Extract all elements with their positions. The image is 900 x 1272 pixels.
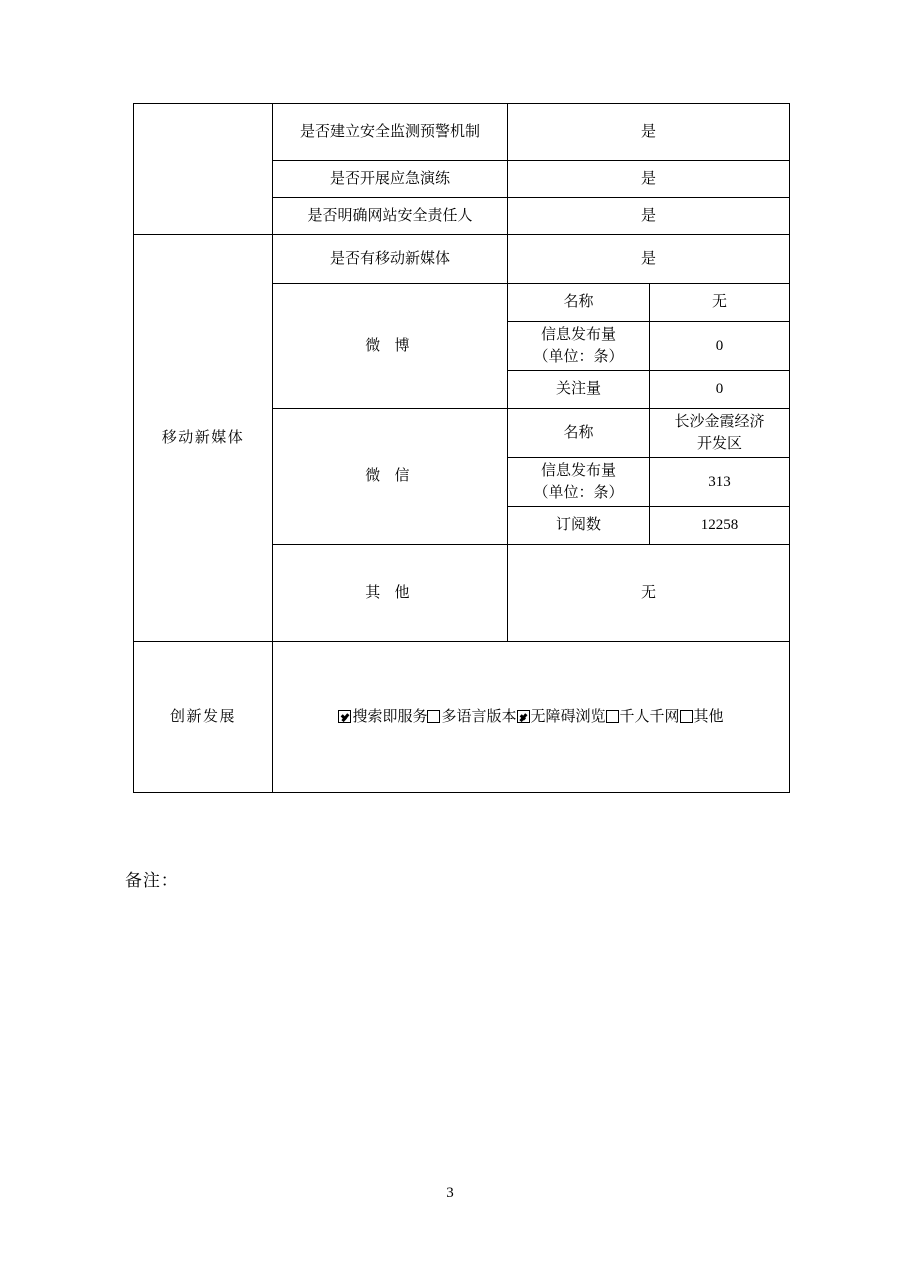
has-mobile-media-question: 是否有移动新媒体	[273, 235, 508, 284]
other-media-value: 无	[508, 545, 790, 642]
weibo-followers-field: 关注量	[508, 371, 650, 409]
security-question-2: 是否开展应急演练	[273, 161, 508, 198]
other-media-label: 其 他	[273, 545, 508, 642]
weixin-name-value-line2: 开发区	[697, 436, 743, 452]
security-section-blank-cell	[134, 104, 273, 235]
has-mobile-media-answer: 是	[508, 235, 790, 284]
weibo-label: 微 博	[273, 284, 508, 409]
innovation-option-3-label: 无障碍浏览	[530, 709, 606, 725]
checkbox-empty-icon[interactable]	[427, 710, 440, 723]
mobile-media-section-label: 移动新媒体	[134, 235, 273, 642]
innovation-option-2[interactable]	[427, 709, 516, 725]
weixin-name-value	[650, 409, 790, 458]
security-answer-1: 是	[508, 104, 790, 161]
table-row	[134, 104, 790, 161]
weixin-subscribers-value: 12258	[650, 507, 790, 545]
security-question-1: 是否建立安全监测预警机制	[273, 104, 508, 161]
innovation-option-4-label: 千人千网	[619, 709, 680, 725]
weibo-followers-value: 0	[650, 371, 790, 409]
innovation-option-5[interactable]	[680, 709, 724, 725]
weixin-publish-count-field	[508, 458, 650, 507]
innovation-option-2-label: 多语言版本	[441, 709, 517, 725]
checkbox-checked-icon[interactable]	[338, 710, 351, 723]
weibo-publish-count-field-line1: 信息发布量	[540, 326, 616, 343]
weibo-name-value: 无	[650, 284, 790, 322]
innovation-option-1[interactable]	[338, 709, 427, 725]
weixin-label: 微 信	[273, 409, 508, 545]
weibo-publish-count-value: 0	[650, 322, 790, 371]
weixin-name-value-line1: 长沙金霞经济	[674, 413, 765, 430]
table-row	[134, 642, 790, 793]
checkbox-checked-icon[interactable]	[517, 710, 530, 723]
security-answer-3: 是	[508, 198, 790, 235]
security-question-3: 是否明确网站安全责任人	[273, 198, 508, 235]
checkbox-empty-icon[interactable]	[680, 710, 693, 723]
page-number: 3	[446, 1185, 454, 1201]
weixin-name-field: 名称	[508, 409, 650, 458]
website-report-table	[133, 103, 790, 793]
remark-label: 备注：	[125, 871, 179, 890]
innovation-option-1-label: 搜索即服务	[352, 709, 428, 725]
innovation-options-cell	[273, 642, 790, 793]
weixin-publish-count-value: 313	[650, 458, 790, 507]
table-row	[134, 235, 790, 284]
innovation-label: 创新发展	[134, 642, 273, 793]
innovation-option-3[interactable]	[517, 709, 606, 725]
weixin-publish-count-field-line1: 信息发布量	[540, 462, 616, 479]
weixin-publish-count-field-line2: （单位：条）	[533, 485, 624, 501]
innovation-option-4[interactable]	[606, 709, 680, 725]
weixin-subscribers-field: 订阅数	[508, 507, 650, 545]
innovation-options-line	[273, 705, 789, 729]
innovation-option-5-label: 其他	[693, 709, 724, 725]
weibo-publish-count-field-line2: （单位：条）	[533, 349, 624, 365]
security-answer-2: 是	[508, 161, 790, 198]
checkbox-empty-icon[interactable]	[606, 710, 619, 723]
weibo-publish-count-field	[508, 322, 650, 371]
weibo-name-field: 名称	[508, 284, 650, 322]
